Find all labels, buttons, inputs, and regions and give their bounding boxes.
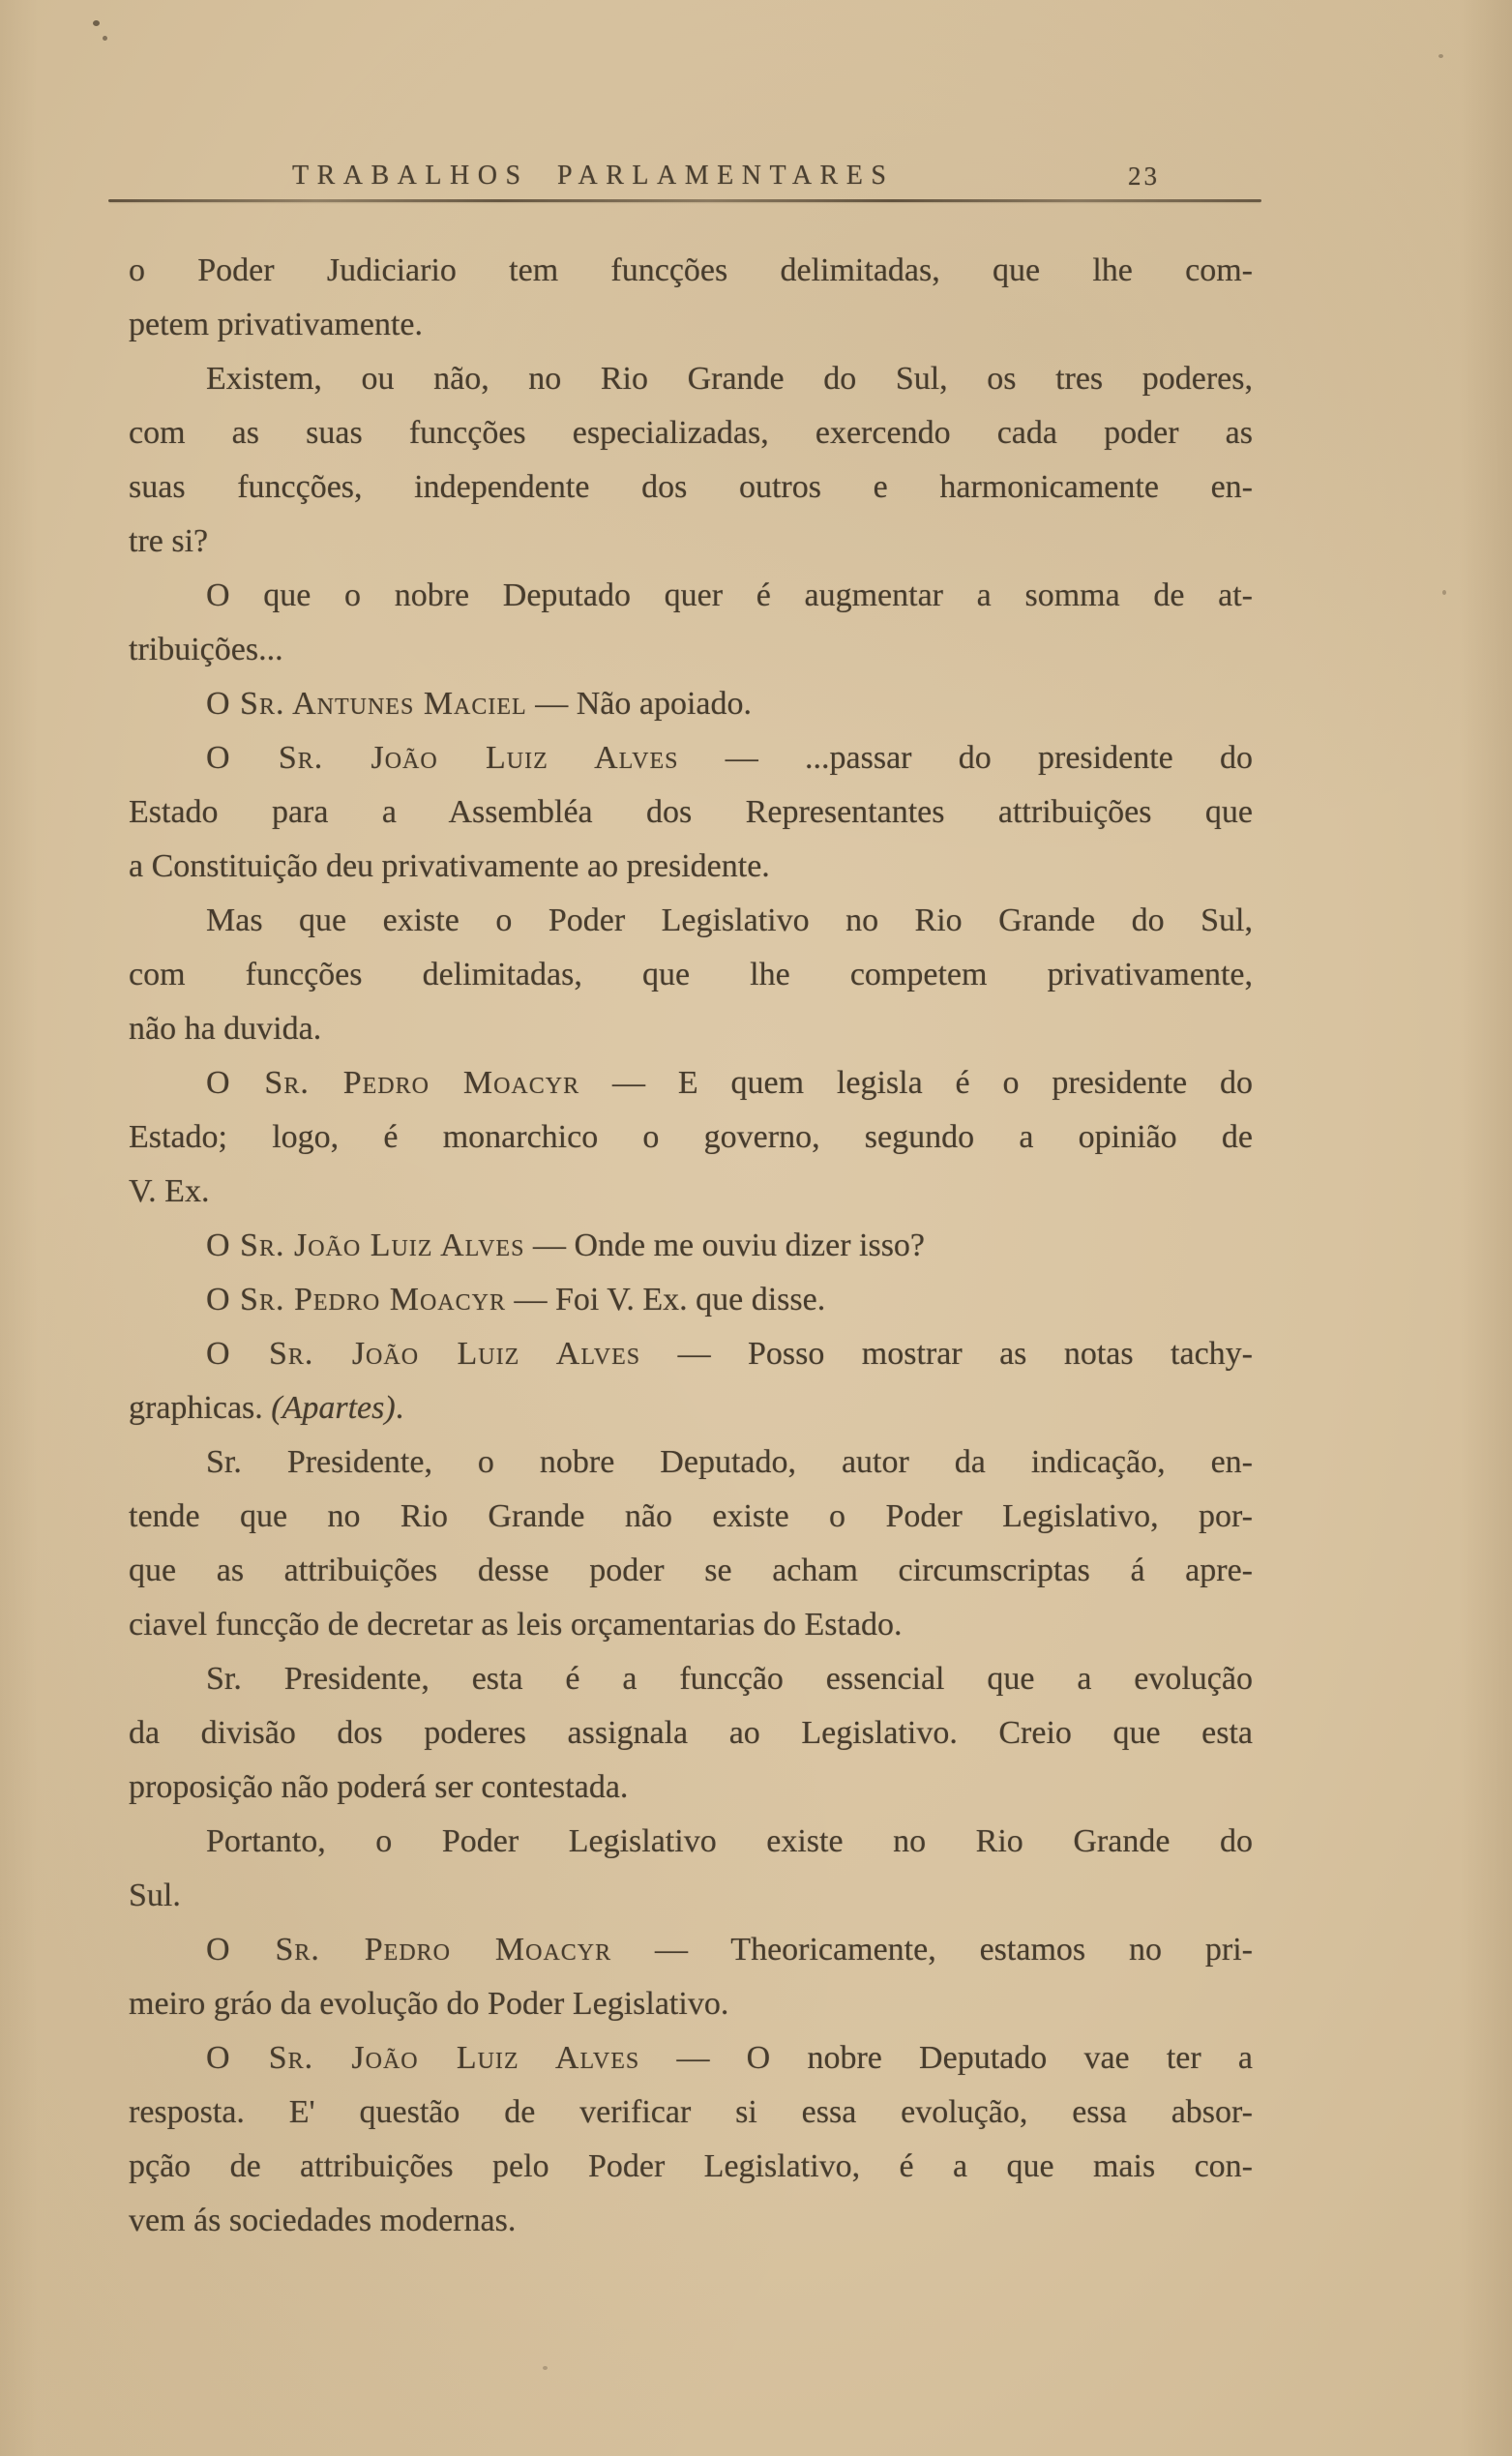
page-number: 23 — [1128, 162, 1160, 191]
text-line — [129, 1598, 1253, 1652]
text-run: O que o nobre Deputado quer é augmentar a somma de at- — [206, 577, 1253, 613]
text-run: o Poder Judiciario tem funcções delimitadas, que lhe com- — [129, 252, 1253, 288]
text-line — [129, 1544, 1253, 1598]
header-rule — [108, 199, 1261, 202]
text-run: pção de attribuições pelo Poder Legislativo, é a que mais con- — [129, 2148, 1253, 2184]
text-line — [129, 948, 1253, 1002]
speaker-name: O Sr. Antunes Maciel — [206, 686, 527, 722]
speaker-name: O Sr. Pedro Moacyr — [206, 1282, 506, 1317]
text-run: da divisão dos poderes assignala ao Legislativo. Creio que esta — [129, 1715, 1253, 1751]
text-run: Portanto, o Poder Legislativo existe no Rio Grande do — [206, 1823, 1253, 1859]
text-line — [129, 1056, 1253, 1110]
text-run: graphicas. — [129, 1390, 272, 1426]
text-line — [129, 515, 1253, 569]
text-line — [129, 569, 1253, 623]
text-line — [129, 840, 1253, 894]
text-run: com as suas funcções especializadas, exercendo cada poder as — [129, 415, 1253, 451]
text-line — [129, 460, 1253, 515]
text-run: — Theoricamente, estamos no pri- — [611, 1932, 1253, 1968]
text-line — [129, 731, 1253, 785]
speaker-name: O Sr. João Luiz Alves — [206, 740, 679, 776]
page-text — [129, 244, 1253, 2248]
text-run: tende que no Rio Grande não existe o Poder Legislativo, por- — [129, 1498, 1253, 1534]
text-line — [129, 623, 1253, 677]
text-line — [129, 1761, 1253, 1815]
text-line — [129, 1923, 1253, 1977]
speaker-name: O Sr. João Luiz Alves — [206, 2040, 640, 2076]
text-run: V. Ex. — [129, 1173, 210, 1209]
text-line — [129, 298, 1253, 352]
speaker-name: O Sr. Pedro Moacyr — [206, 1065, 580, 1101]
text-line — [129, 2086, 1253, 2140]
text-run: — Não apoiado. — [526, 686, 752, 722]
text-line — [129, 1381, 1253, 1435]
stage-direction: (Apartes) — [271, 1390, 396, 1426]
text-line — [129, 1435, 1253, 1490]
speaker-name: O Sr. João Luiz Alves — [206, 1228, 525, 1263]
text-run: proposição não poderá ser contestada. — [129, 1769, 629, 1805]
text-run: Sr. Presidente, esta é a funcção essencial que a evolução — [206, 1661, 1253, 1697]
text-line — [129, 1002, 1253, 1056]
text-run: tre si? — [129, 523, 209, 559]
text-run: — E quem legisla é o presidente do — [579, 1065, 1253, 1101]
text-run: resposta. E' questão de verificar si essa evolução, essa absor- — [129, 2094, 1253, 2130]
text-run: Estado para a Assembléa dos Representantes attribuições que — [129, 794, 1253, 830]
running-title: TRABALHOS PARLAMENTARES — [292, 161, 895, 191]
text-line — [129, 1490, 1253, 1544]
ink-speck — [93, 20, 100, 26]
ink-speck — [1438, 54, 1443, 58]
text-run: — ...passar do presidente do — [678, 740, 1253, 776]
speaker-name: O Sr. João Luiz Alves — [206, 1336, 641, 1372]
text-run: — O nobre Deputado vae ter a — [639, 2040, 1253, 2076]
ink-speck — [103, 36, 107, 41]
text-run: a Constituição deu privativamente ao presidente. — [129, 848, 770, 884]
text-run: que as attribuições desse poder se acham circumscriptas á apre- — [129, 1553, 1253, 1588]
text-line — [129, 1165, 1253, 1219]
ink-speck — [1442, 590, 1446, 595]
text-line — [129, 352, 1253, 406]
text-line — [129, 2194, 1253, 2248]
text-run: Estado; logo, é monarchico o governo, segundo a opinião de — [129, 1119, 1253, 1155]
text-run: Existem, ou não, no Rio Grande do Sul, os tres poderes, — [206, 361, 1253, 397]
text-line — [129, 244, 1253, 298]
text-line — [129, 2140, 1253, 2194]
text-run: Sr. Presidente, o nobre Deputado, autor da indicação, en- — [206, 1444, 1253, 1480]
text-line — [129, 1273, 1253, 1327]
text-line — [129, 1327, 1253, 1381]
text-run: — Posso mostrar as notas tachy- — [640, 1336, 1253, 1372]
text-line — [129, 1706, 1253, 1761]
text-run: . — [395, 1390, 404, 1426]
text-run: — Foi V. Ex. que disse. — [505, 1282, 826, 1317]
text-line — [129, 1977, 1253, 2031]
text-run: ciavel funcção de decretar as leis orçamentarias do Estado. — [129, 1607, 903, 1642]
text-line — [129, 1652, 1253, 1706]
speaker-name: O Sr. Pedro Moacyr — [206, 1932, 612, 1968]
text-run: Mas que existe o Poder Legislativo no Rio Grande do Sul, — [206, 903, 1253, 938]
text-run: — Onde me ouviu dizer isso? — [524, 1228, 926, 1263]
text-run: não ha duvida. — [129, 1011, 322, 1047]
text-line — [129, 894, 1253, 948]
text-run: tribuições... — [129, 632, 283, 667]
text-run: com funcções delimitadas, que lhe competem privativamente, — [129, 957, 1253, 992]
text-line — [129, 1869, 1253, 1923]
text-run: meiro gráo da evolução do Poder Legislativo. — [129, 1986, 729, 2022]
text-line — [129, 406, 1253, 460]
ink-speck — [543, 2366, 548, 2370]
text-line — [129, 785, 1253, 840]
text-line — [129, 1219, 1253, 1273]
text-line — [129, 2031, 1253, 2086]
text-run: Sul. — [129, 1878, 181, 1913]
text-line — [129, 677, 1253, 731]
text-run: vem ás sociedades modernas. — [129, 2203, 517, 2238]
text-line — [129, 1815, 1253, 1869]
text-run: suas funcções, independente dos outros e harmonicamente en- — [129, 469, 1253, 505]
text-run: petem privativamente. — [129, 307, 423, 342]
text-line — [129, 1110, 1253, 1165]
